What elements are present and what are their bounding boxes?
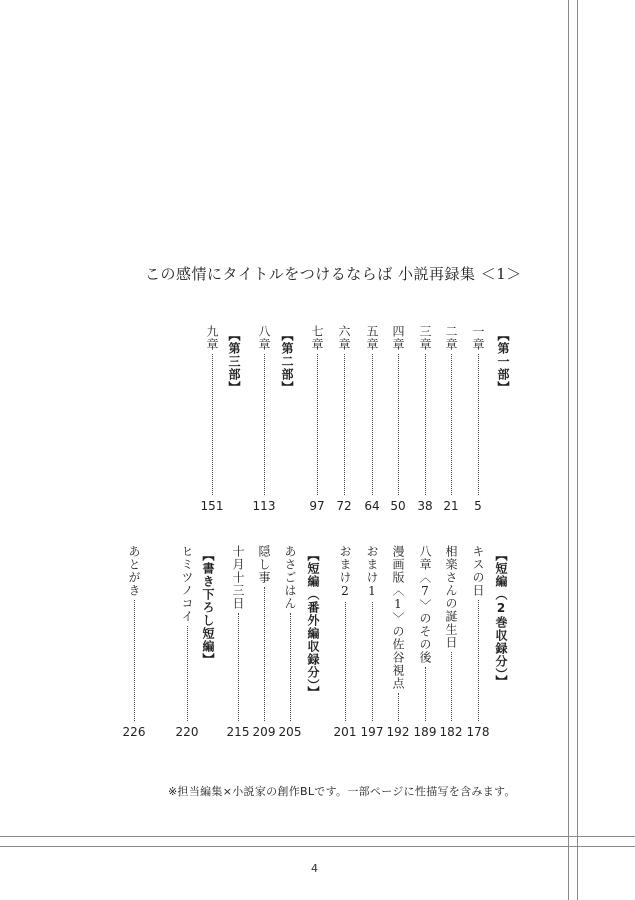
leader-dots <box>425 354 426 495</box>
toc-entry-label: 隠し事 <box>257 545 271 584</box>
toc-entry-label: 八章 <box>257 325 271 351</box>
toc-section-heading <box>496 329 516 398</box>
leader-dots <box>425 667 426 721</box>
toc-entry[interactable] <box>334 325 354 498</box>
toc-section-heading <box>280 329 300 398</box>
toc-page-number: 178 <box>466 725 490 739</box>
toc-section-heading <box>201 549 221 670</box>
toc-entry[interactable] <box>307 325 327 498</box>
leader-dots <box>212 354 213 495</box>
toc-section-heading <box>227 329 247 398</box>
toc-entry-label: 五章 <box>365 325 379 351</box>
toc-entry[interactable] <box>388 325 408 498</box>
toc-entry[interactable] <box>228 545 248 724</box>
toc-page-number: 113 <box>252 499 276 513</box>
content-note: ※担当編集×小説家の創作BLです。一部ページに性描写を含みます。 <box>168 785 516 798</box>
toc-entry-label: 九章 <box>205 325 219 351</box>
toc-entry-label: 二章 <box>444 325 458 351</box>
toc-page-number: 209 <box>252 725 276 739</box>
toc-page-number: 201 <box>333 725 357 739</box>
leader-dots <box>451 652 452 721</box>
vertical-rule-right <box>577 0 578 900</box>
leader-dots <box>344 354 345 495</box>
toc-entry-label: おまけ2 <box>338 545 352 599</box>
section-label: 【第一部】 <box>496 329 510 394</box>
toc-page-number: 182 <box>439 725 463 739</box>
toc-entry[interactable] <box>254 545 274 724</box>
toc-page-number: 97 <box>309 499 325 513</box>
leader-dots <box>187 626 188 721</box>
toc-page-number: 64 <box>364 499 380 513</box>
leader-dots <box>134 600 135 721</box>
toc-entry[interactable] <box>362 545 382 724</box>
section-label: 【書き下ろし短編】 <box>201 549 215 666</box>
toc-entry-label: あとがき <box>127 545 141 597</box>
toc-entry-label: 十月十三日 <box>231 545 245 610</box>
toc-entry[interactable] <box>441 325 461 498</box>
toc-entry[interactable] <box>362 325 382 498</box>
leader-dots <box>398 354 399 495</box>
leader-dots <box>372 602 373 721</box>
toc-page-number: 21 <box>443 499 459 513</box>
toc-entry-label: 一章 <box>471 325 485 351</box>
toc-entry-label: あさごはん <box>283 545 297 610</box>
leader-dots <box>264 587 265 721</box>
toc-entry[interactable] <box>254 325 274 498</box>
toc-page-number: 189 <box>413 725 437 739</box>
toc-entry[interactable] <box>415 325 435 498</box>
section-label: 【第三部】 <box>227 329 241 394</box>
toc-entry-label: キスの日 <box>471 545 485 597</box>
toc-entry-label: 三章 <box>418 325 432 351</box>
leader-dots <box>264 354 265 495</box>
toc-entry[interactable] <box>177 545 197 724</box>
toc-entry[interactable] <box>441 545 461 724</box>
leader-dots <box>372 354 373 495</box>
toc-page-number: 205 <box>278 725 302 739</box>
toc-entry-label: 八章〈7〉のその後 <box>418 545 432 664</box>
leader-dots <box>478 354 479 495</box>
toc-page-number: 215 <box>226 725 250 739</box>
toc-page-number: 220 <box>175 725 199 739</box>
toc-entry-label: 漫画版〈1〉の佐谷視点 <box>391 545 405 690</box>
toc-entry-label: 四章 <box>391 325 405 351</box>
toc-entry[interactable] <box>280 545 300 724</box>
toc-entry-label: おまけ1 <box>365 545 379 599</box>
toc-entry[interactable] <box>415 545 435 724</box>
leader-dots <box>238 613 239 721</box>
section-label: 【短編（2巻収録分）】 <box>494 549 508 688</box>
section-label: 【第二部】 <box>280 329 294 394</box>
leader-dots <box>451 354 452 495</box>
toc-entry[interactable] <box>124 545 144 724</box>
toc-entry[interactable] <box>335 545 355 724</box>
toc-entry[interactable] <box>388 545 408 724</box>
horizontal-rule-bottom <box>0 846 635 847</box>
toc-entry-label: 六章 <box>337 325 351 351</box>
toc-section-heading <box>306 549 326 703</box>
leader-dots <box>290 613 291 721</box>
toc-page-number: 50 <box>390 499 406 513</box>
toc-page-number: 38 <box>417 499 433 513</box>
toc-entry-label: 七章 <box>310 325 324 351</box>
toc-entry[interactable] <box>468 545 488 724</box>
toc-page-number: 197 <box>360 725 384 739</box>
toc-page-number: 226 <box>122 725 146 739</box>
toc-page-number: 192 <box>386 725 410 739</box>
toc-page-number: 5 <box>474 499 482 513</box>
leader-dots <box>398 693 399 721</box>
leader-dots <box>345 602 346 721</box>
vertical-rule-left <box>568 0 569 900</box>
toc-page-number: 151 <box>200 499 224 513</box>
toc-entry[interactable] <box>202 325 222 498</box>
leader-dots <box>317 354 318 495</box>
toc-entry-label: ヒミツノコイ <box>180 545 194 623</box>
leader-dots <box>478 600 479 721</box>
toc-page-number: 72 <box>336 499 352 513</box>
toc-entry[interactable] <box>468 325 488 498</box>
toc-entry-label: 相楽さんの誕生日 <box>444 545 458 649</box>
section-label: 【短編（番外編収録分）】 <box>306 549 320 699</box>
toc-section-heading <box>494 549 514 692</box>
horizontal-rule-top <box>0 836 635 837</box>
page-number: 4 <box>311 862 318 875</box>
book-title: この感情にタイトルをつけるならば 小説再録集 ＜1＞ <box>145 265 522 283</box>
